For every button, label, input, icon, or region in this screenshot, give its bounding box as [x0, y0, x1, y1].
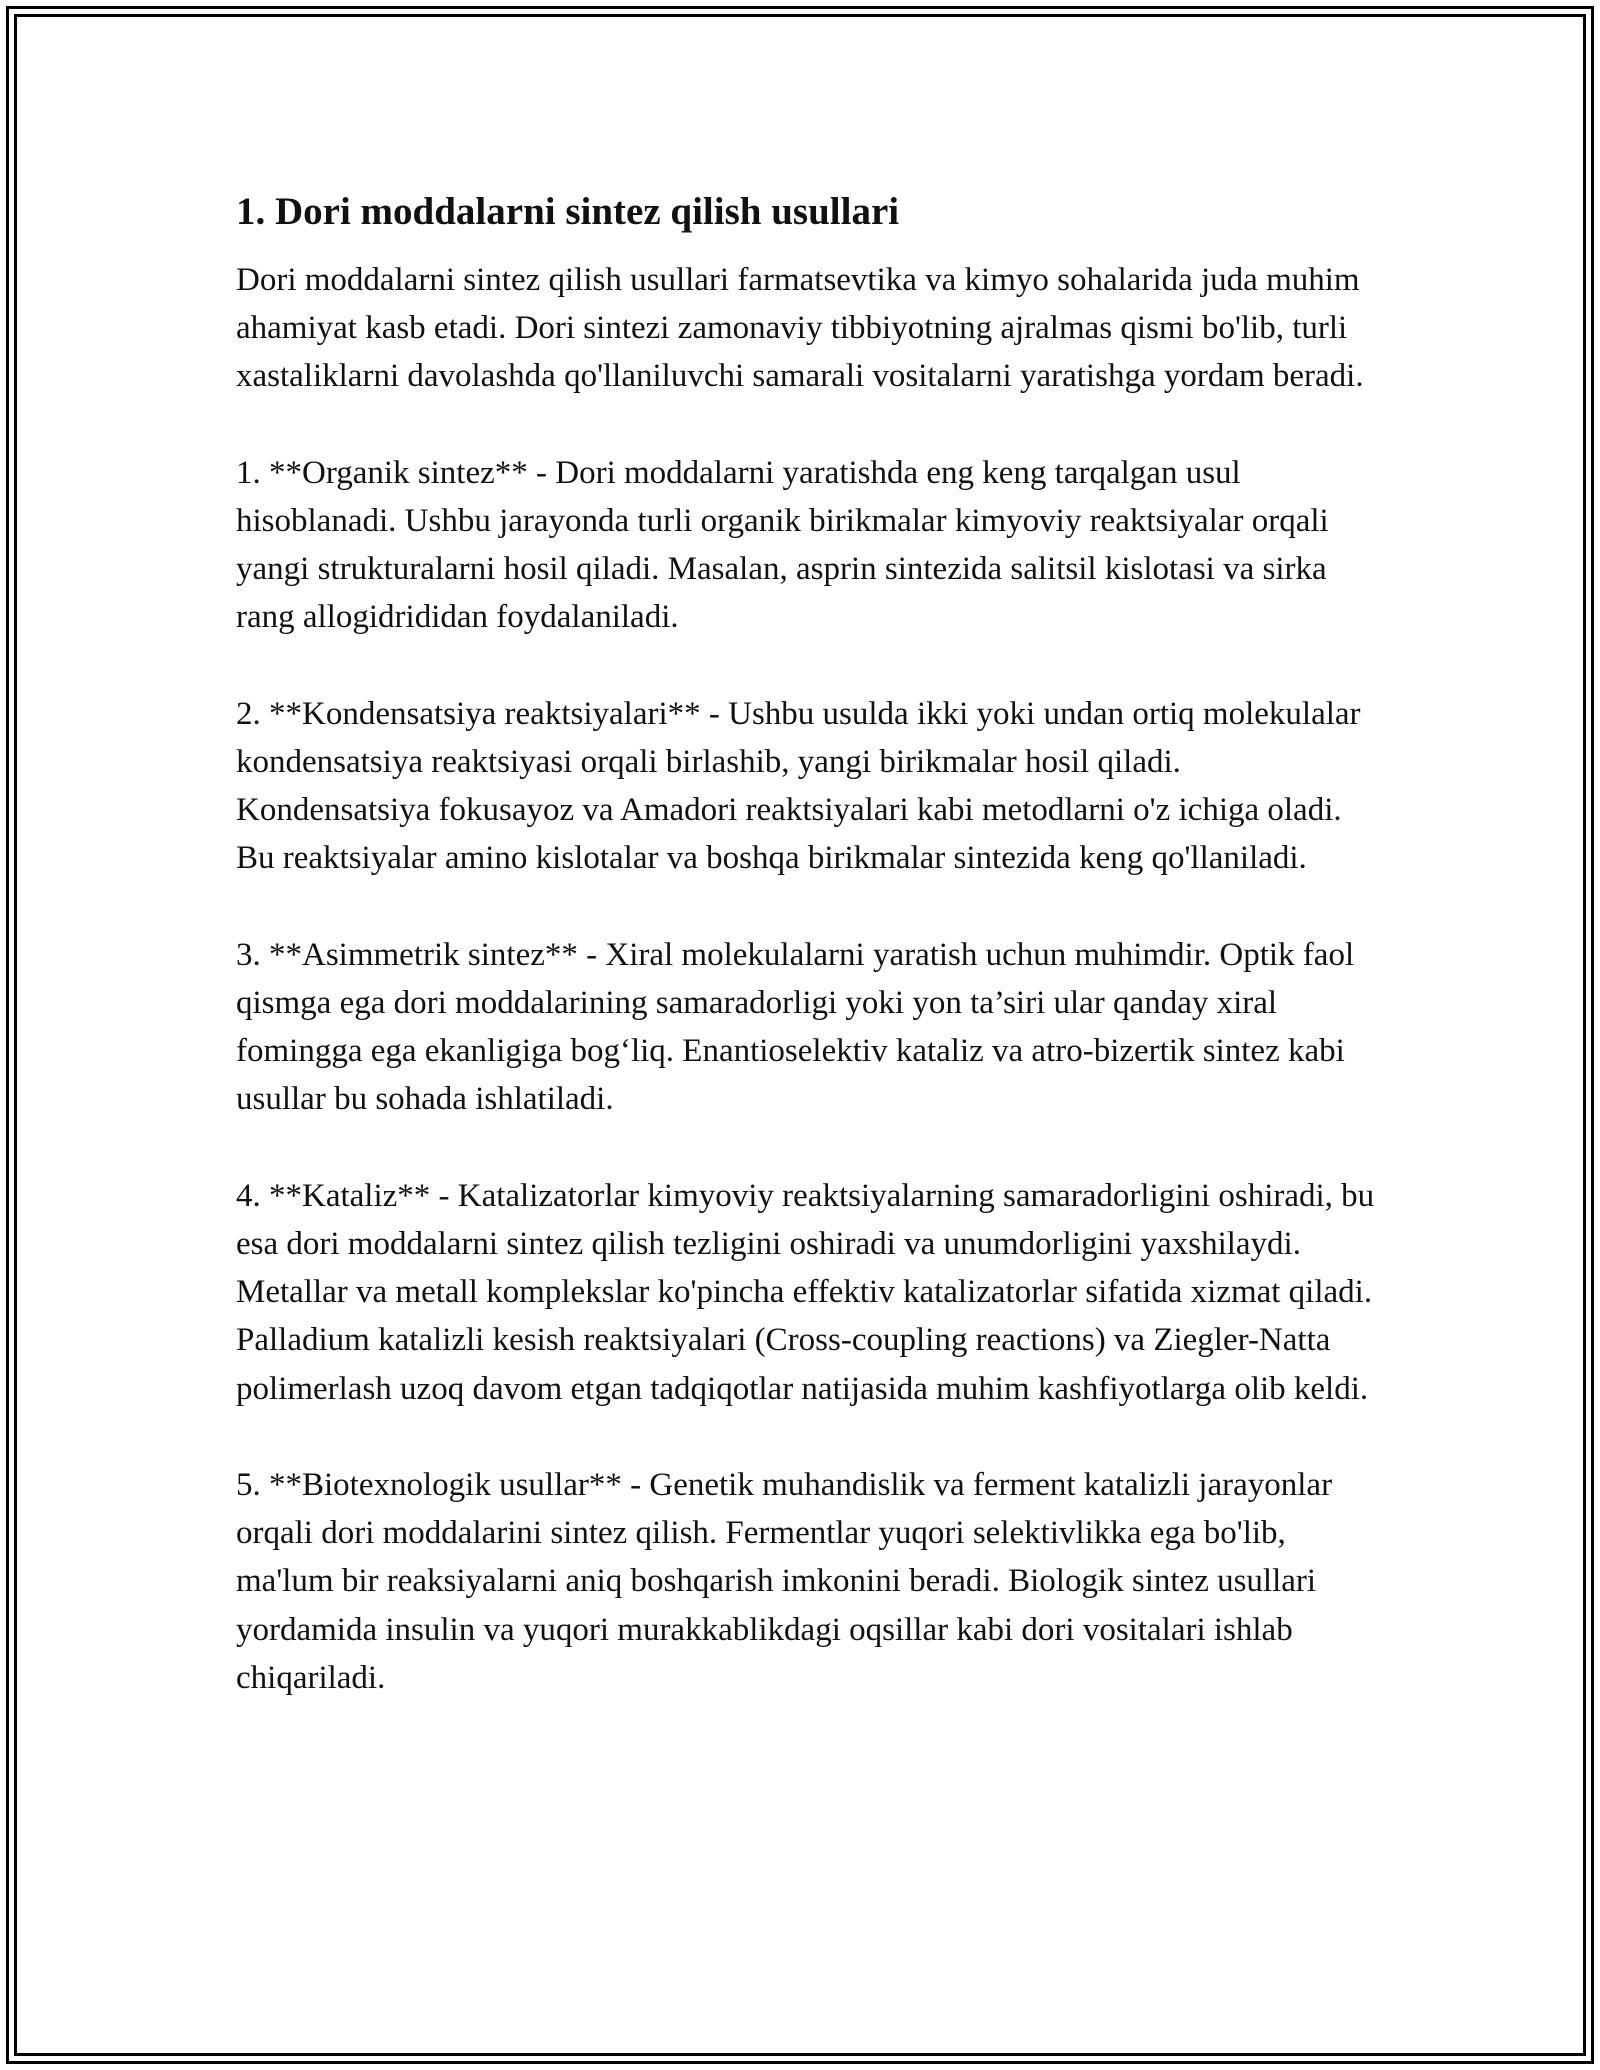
method-list: [236, 449, 1376, 1702]
page-title: 1. Dori moddalarni sintez qilish usullari: [236, 190, 900, 233]
document-body: [236, 186, 1376, 1702]
list-item-asymmetric-synthesis: 3. **Asimmetrik sintez** - Xiral molekulalarni yaratish uchun muhimdir. Optik faol qismga ega dori moddalarining samaradorligi yoki yon ta’siri ular qanday xiral fomingga ega ekanligiga bog‘liq. Enantioselektiv kataliz va atro-bizertik sintez kabi usullar bu sohada ishlatiladi.: [236, 936, 1355, 1118]
list-item-catalysis: 4. **Kataliz** - Katalizatorlar kimyoviy reaktsiyalarning samaradorligini oshiradi, bu esa dori moddalarni sintez qilish tezligini oshiradi va unumdorligini yaxshilaydi. Metallar va metall komplekslar ko'pincha effektiv katalizatorlar sifatida xizmat qiladi. Palladium katalizli kesish reaktsiyalari (Cross-coupling reactions) va Ziegler-Natta polimerlash uzoq davom etgan tadqiqotlar natijasida muhim kashfiyotlarga olib keldi.: [236, 1177, 1375, 1407]
list-item-organic-synthesis: 1. **Organik sintez** - Dori moddalarni yaratishda eng keng tarqalgan usul hisoblanadi. Ushbu jarayonda turli organik birikmalar kimyoviy reaktsiyalar orqali yangi strukturalarni hosil qiladi. Masalan, asprin sintezida salitsil kislotasi va sirka rang allogidrididan foydalaniladi.: [236, 454, 1329, 636]
intro-paragraph: Dori moddalarni sintez qilish usullari farmatsevtika va kimyo sohalarida juda muhim ahamiyat kasb etadi. Dori sintezi zamonaviy tibbiyotning ajralmas qismi bo'lib, turli xastaliklarni davolashda qo'llaniluvchi samarali vositalarni yaratishga yordam beradi.: [236, 262, 1364, 395]
list-item-biotechnological-methods: 5. **Biotexnologik usullar** - Genetik muhandislik va ferment katalizli jarayonlar orqali dori moddalarini sintez qilish. Fermentlar yuqori selektivlikka ega bo'lib, ma'lum bir reaksiyalarni aniq boshqarish imkonini beradi. Biologik sintez usullari yordamida insulin va yuqori murakkablikdagi oqsillar kabi dori vositalari ishlab chiqariladi.: [236, 1467, 1333, 1696]
list-item-condensation-reactions: 2. **Kondensatsiya reaktsiyalari** - Ushbu usulda ikki yoki undan ortiq molekulalar kondensatsiya reaktsiyasi orqali birlashib, yangi birikmalar hosil qiladi. Kondensatsiya fokusayoz va Amadori reaktsiyalari kabi metodlarni o'z ichiga oladi. Bu reaktsiyalar amino kislotalar va boshqa birikmalar sintezida keng qo'llaniladi.: [236, 695, 1361, 877]
